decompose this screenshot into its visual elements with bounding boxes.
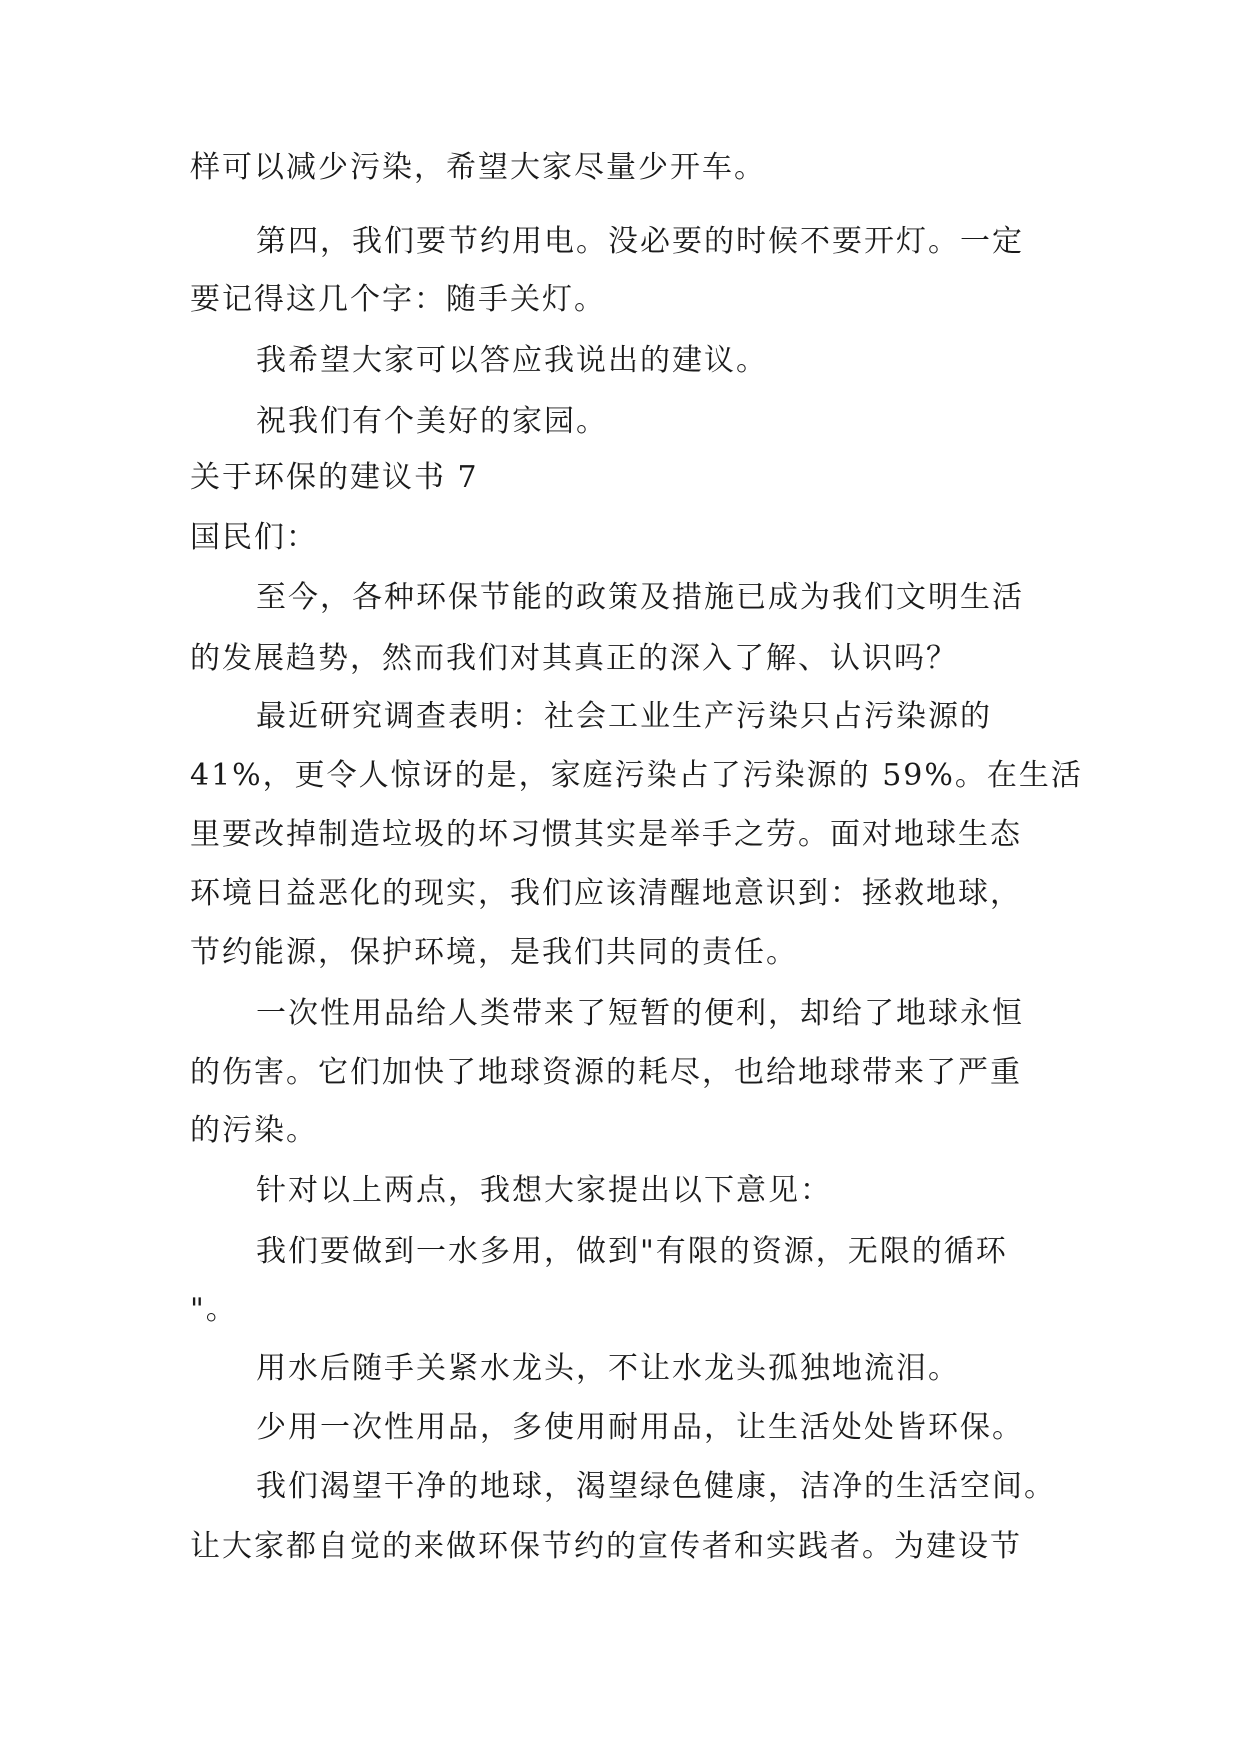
paragraph-line: 用水后随手关紧水龙头，不让水龙头孤独地流泪。 [256, 1351, 960, 1386]
paragraph-line: 我们渴望干净的地球，渴望绿色健康，洁净的生活空间。 [256, 1469, 1056, 1504]
text-line: 里要改掉制造垃圾的坏习惯其实是举手之劳。面对地球生态 [190, 817, 1022, 852]
text-line: 的伤害。它们加快了地球资源的耗尽，也给地球带来了严重 [190, 1055, 1022, 1090]
text-line: 的发展趋势，然而我们对其真正的深入了解、认识吗？ [190, 641, 958, 676]
paragraph-line: 一次性用品给人类带来了短暂的便利，却给了地球永恒 [256, 996, 1024, 1031]
text-line: 41%，更令人惊讶的是，家庭污染占了污染源的 59%。在生活 [190, 758, 1083, 793]
text-line: 样可以减少污染，希望大家尽量少开车。 [190, 150, 766, 185]
text-line: 的污染。 [190, 1113, 318, 1148]
text-line: 节约能源，保护环境，是我们共同的责任。 [190, 935, 798, 970]
paragraph-line: 我们要做到一水多用，做到"有限的资源，无限的循环 [256, 1234, 1008, 1269]
text-line: 环境日益恶化的现实，我们应该清醒地意识到：拯救地球， [190, 876, 1022, 911]
text-line: 要记得这几个字：随手关灯。 [190, 282, 606, 317]
paragraph-line: 针对以上两点，我想大家提出以下意见： [256, 1173, 832, 1208]
salutation: 国民们： [190, 520, 318, 555]
paragraph-line: 第四，我们要节约用电。没必要的时候不要开灯。一定 [256, 224, 1024, 259]
text-line: "。 [190, 1292, 238, 1327]
text-line: 让大家都自觉的来做环保节约的宣传者和实践者。为建设节 [190, 1529, 1022, 1564]
paragraph-line: 最近研究调查表明：社会工业生产污染只占污染源的 [256, 699, 992, 734]
paragraph-line: 祝我们有个美好的家园。 [256, 404, 608, 439]
paragraph-line: 我希望大家可以答应我说出的建议。 [256, 343, 768, 378]
section-heading: 关于环保的建议书 7 [190, 460, 479, 495]
paragraph-line: 少用一次性用品，多使用耐用品，让生活处处皆环保。 [256, 1410, 1024, 1445]
paragraph-line: 至今，各种环保节能的政策及措施已成为我们文明生活 [256, 580, 1024, 615]
